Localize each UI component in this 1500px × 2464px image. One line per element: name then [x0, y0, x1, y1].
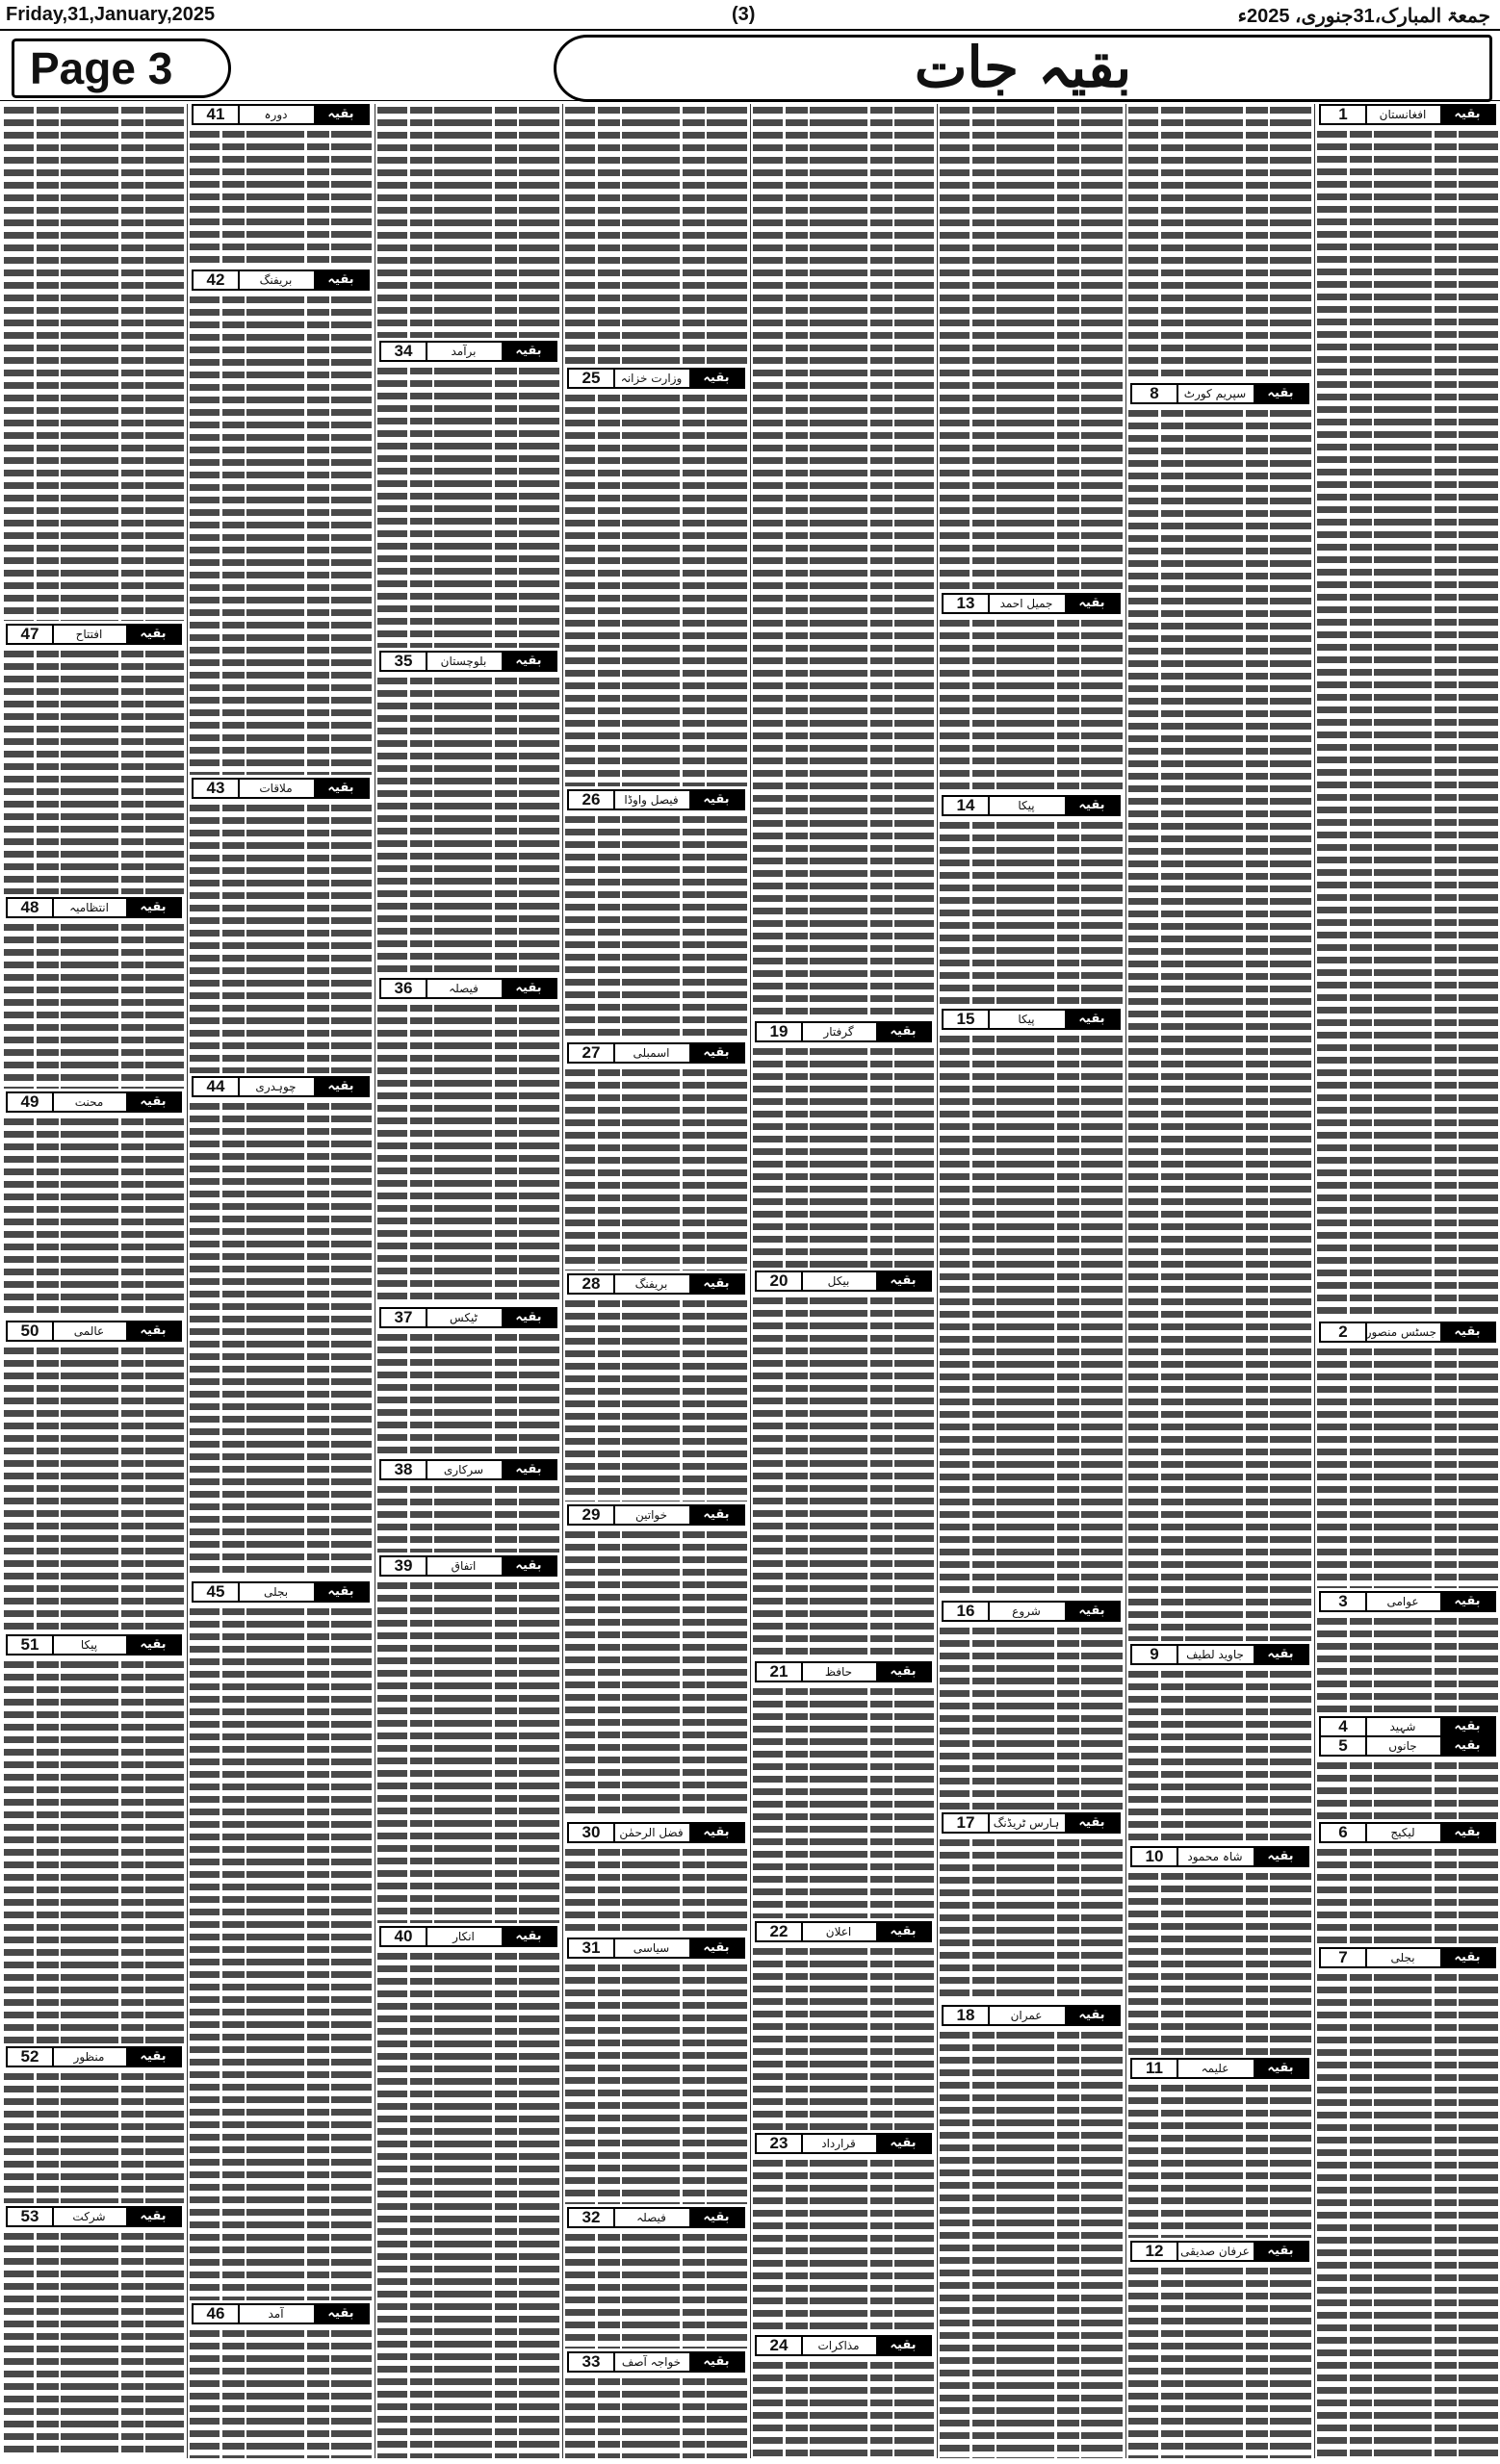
- continuation-tag: بقیہ: [689, 1044, 743, 1062]
- continuation-header: [567, 368, 745, 389]
- continuation-title: عمران: [1010, 2009, 1043, 2022]
- article-text-block: [565, 104, 747, 365]
- continuation-header: [6, 2206, 182, 2227]
- continuation-header: [1130, 383, 1309, 404]
- continuation-header: [192, 1581, 370, 1603]
- column-divider: [562, 104, 563, 2458]
- continuation-number: 39: [381, 1557, 427, 1575]
- continuation-header: [1319, 1322, 1496, 1343]
- continuation-tag: بقیہ: [314, 1583, 368, 1601]
- continuation-tag: بقیہ: [689, 1824, 743, 1841]
- continuation-number: 19: [757, 1023, 803, 1040]
- article-text-block: [565, 1066, 747, 1270]
- continuation-title: ٹیکس: [450, 1311, 478, 1324]
- continuation-title: ہارس ٹریڈنگ: [993, 1816, 1060, 1830]
- column-divider: [937, 104, 938, 2458]
- continuation-header: [379, 978, 557, 999]
- continuation-header: [6, 624, 182, 645]
- continuation-number: 4: [1321, 1718, 1367, 1735]
- article-text-block: [565, 2231, 747, 2348]
- continuation-number: 7: [1321, 1949, 1367, 1966]
- continuation-number: 40: [381, 1928, 427, 1945]
- continuation-title: شرکت: [72, 2210, 106, 2223]
- continuation-header: [6, 897, 182, 918]
- continuation-number: 15: [944, 1011, 990, 1028]
- continuation-tag: بقیہ: [689, 1939, 743, 1957]
- article-text-block: [1128, 2265, 1311, 2458]
- continuation-title: پیکا: [80, 1638, 98, 1652]
- continuation-title: خواتین: [634, 1508, 668, 1522]
- continuation-title: منظور: [73, 2050, 105, 2064]
- continuation-header: [755, 1661, 932, 1682]
- continuation-number: 9: [1132, 1646, 1178, 1663]
- article-text-block: [4, 921, 184, 1089]
- continuation-number: 36: [381, 980, 427, 997]
- article-text-block: [565, 1528, 747, 1819]
- continuation-number: 22: [757, 1923, 803, 1940]
- continuation-title: علیمہ: [1201, 2062, 1229, 2075]
- top-line: [0, 0, 1500, 33]
- continuation-title: جمیل احمد: [999, 597, 1053, 610]
- continuation-header: [567, 1504, 745, 1526]
- continuation-header: [1130, 2058, 1309, 2079]
- article-text-block: [190, 1100, 372, 1578]
- continuation-number: 28: [569, 1275, 615, 1293]
- article-text-block: [753, 1945, 934, 2130]
- continuation-tag: بقیہ: [1065, 797, 1119, 814]
- continuation-header: [1130, 1846, 1309, 1867]
- continuation-number: 3: [1321, 1593, 1367, 1610]
- continuation-header: [755, 2335, 932, 2356]
- continuation-header: [6, 2046, 182, 2067]
- article-text-block: [753, 2359, 934, 2458]
- article-text-block: [190, 2327, 372, 2458]
- continuation-number: 38: [381, 1461, 427, 1478]
- continuation-title: بریفنگ: [259, 273, 293, 287]
- article-text-block: [377, 365, 559, 648]
- continuation-number: 12: [1132, 2243, 1178, 2260]
- continuation-tag: بقیہ: [126, 2048, 180, 2066]
- continuation-title: سرکاری: [443, 1463, 484, 1476]
- continuation-title: خواجہ آصف: [621, 2355, 682, 2369]
- continuation-header: [755, 1270, 932, 1292]
- continuation-header: [942, 1601, 1121, 1622]
- continuation-title: شاہ محمود: [1187, 1850, 1243, 1863]
- continuation-number: 51: [8, 1636, 54, 1654]
- article-text-block: [1128, 2082, 1311, 2238]
- continuation-tag: بقیہ: [502, 1309, 556, 1326]
- column-divider: [187, 104, 188, 2458]
- continuation-number: 53: [8, 2208, 54, 2225]
- article-text-block: [190, 1605, 372, 2300]
- continuation-header: [1319, 1947, 1496, 1968]
- continuation-tag: بقیہ: [1065, 595, 1119, 612]
- article-text-block: [190, 802, 372, 1073]
- continuation-number: 13: [944, 595, 990, 612]
- continuation-title: فضل الرحمٰن: [619, 1826, 684, 1839]
- continuation-header: [942, 2005, 1121, 2026]
- continuation-number: 42: [194, 271, 240, 289]
- continuation-number: 21: [757, 1663, 803, 1681]
- continuation-number: 20: [757, 1272, 803, 1290]
- continuation-number: 37: [381, 1309, 427, 1326]
- continuation-title: اعلان: [825, 1925, 852, 1938]
- article-text-block: [190, 128, 372, 267]
- continuation-tag: بقیہ: [1065, 2007, 1119, 2024]
- continuation-title: بجلی: [1390, 1951, 1415, 1964]
- continuation-header: [567, 1042, 745, 1064]
- article-text-block: [1317, 1615, 1498, 1713]
- article-text-block: [4, 2070, 184, 2203]
- continuation-header: [192, 270, 370, 291]
- continuation-header: [6, 1634, 182, 1656]
- column-3: [940, 104, 1123, 2458]
- continuation-header: [379, 1307, 557, 1328]
- article-text-block: [753, 1685, 934, 1918]
- continuation-header: [942, 795, 1121, 816]
- continuation-title: فیصلہ: [636, 2211, 666, 2224]
- article-text-block: [190, 294, 372, 775]
- continuation-number: 29: [569, 1506, 615, 1524]
- continuation-tag: بقیہ: [1065, 1814, 1119, 1832]
- article-text-block: [940, 2029, 1123, 2458]
- article-text-block: [377, 1483, 559, 1553]
- continuation-title: اسمبلی: [633, 1046, 670, 1060]
- continuation-tag: بقیہ: [502, 1928, 556, 1945]
- continuation-title: ملاقات: [259, 782, 293, 795]
- continuation-title: دورہ: [264, 108, 288, 121]
- continuation-title: بیکل: [827, 1274, 850, 1288]
- continuation-tag: بقیہ: [1440, 1593, 1494, 1610]
- continuation-title: جانوں: [1388, 1739, 1417, 1753]
- continuation-header: [379, 651, 557, 672]
- article-text-block: [940, 1836, 1123, 2002]
- continuation-header: [1130, 2241, 1309, 2262]
- continuation-number: 50: [8, 1322, 54, 1340]
- article-text-block: [1128, 1668, 1311, 1843]
- continuation-number: 27: [569, 1044, 615, 1062]
- continuation-header: [379, 1459, 557, 1480]
- article-text-block: [753, 104, 934, 1018]
- continuation-tag: بقیہ: [876, 1663, 930, 1681]
- continuation-tag: بقیہ: [502, 1557, 556, 1575]
- article-text-block: [1317, 1846, 1498, 1944]
- continuation-tag: بقیہ: [1254, 2060, 1307, 2077]
- continuation-header: [567, 1822, 745, 1843]
- continuation-header: [567, 1273, 745, 1295]
- column-2: [1128, 104, 1311, 2458]
- continuation-number: 30: [569, 1824, 615, 1841]
- article-text-block: [4, 104, 184, 621]
- column-5: [565, 104, 747, 2458]
- article-text-block: [4, 2230, 184, 2458]
- continuation-header: [567, 2207, 745, 2228]
- continuation-number: 10: [1132, 1848, 1178, 1865]
- continuation-tag: بقیہ: [314, 271, 368, 289]
- continuation-number: 31: [569, 1939, 615, 1957]
- continuation-tag: بقیہ: [689, 370, 743, 387]
- article-text-block: [940, 104, 1123, 590]
- continuation-tag: بقیہ: [1065, 1011, 1119, 1028]
- continuation-header: [1319, 1591, 1496, 1612]
- continuation-title: بلوچستان: [440, 654, 487, 668]
- continuation-title: آمد: [268, 2307, 284, 2321]
- english-date: Friday,31,January,2025: [6, 4, 216, 25]
- article-text-block: [940, 1033, 1123, 1598]
- continuation-header: [755, 1021, 932, 1042]
- continuation-tag: بقیہ: [1440, 1824, 1494, 1841]
- continuation-number: 47: [8, 626, 54, 643]
- column-divider: [1125, 104, 1126, 2458]
- continuation-title: عالمی: [73, 1324, 105, 1338]
- continuation-tag: بقیہ: [502, 980, 556, 997]
- top-rule: [0, 29, 1500, 31]
- column-1: [1317, 104, 1498, 2458]
- continuation-number: 32: [569, 2209, 615, 2226]
- article-text-block: [1317, 1346, 1498, 1588]
- continuation-header: [192, 1076, 370, 1097]
- continuation-tag: بقیہ: [314, 2305, 368, 2323]
- continuation-number: 8: [1132, 385, 1178, 402]
- continuation-title: شہید: [1389, 1720, 1416, 1733]
- continuation-title: شروع: [1012, 1604, 1041, 1618]
- continuation-number: 26: [569, 791, 615, 808]
- continuation-tag: بقیہ: [876, 1923, 930, 1940]
- column-7: [190, 104, 372, 2458]
- continuation-number: 45: [194, 1583, 240, 1601]
- continuation-tag: بقیہ: [689, 1506, 743, 1524]
- continuation-header: [1319, 1822, 1496, 1843]
- article-text-block: [4, 1345, 184, 1631]
- continuation-number: 14: [944, 797, 990, 814]
- continuation-header: [942, 1812, 1121, 1834]
- continuation-title: پیکا: [1018, 1013, 1035, 1026]
- continuation-number: 23: [757, 2135, 803, 2152]
- section-masthead: بقیہ جات: [554, 35, 1492, 102]
- continuation-tag: بقیہ: [1440, 1323, 1494, 1341]
- continuation-header: [755, 1921, 932, 1942]
- continuation-number: 41: [194, 106, 240, 123]
- column-divider: [1314, 104, 1315, 2458]
- continuation-title: پیکا: [1018, 799, 1035, 812]
- continuation-tag: بقیہ: [126, 1093, 180, 1111]
- continuation-number: 43: [194, 780, 240, 797]
- article-text-block: [377, 1950, 559, 2458]
- continuation-title: گرفتار: [823, 1025, 854, 1039]
- continuation-number: 52: [8, 2048, 54, 2066]
- urdu-date: جمعۃ المبارک،31جنوری، 2025ء: [1237, 6, 1490, 27]
- continuation-header: [192, 778, 370, 799]
- article-text-block: [377, 1579, 559, 1923]
- continuation-tag: بقیہ: [314, 106, 368, 123]
- continuation-number: 5: [1321, 1737, 1367, 1755]
- article-text-block: [753, 1045, 934, 1268]
- continuation-title: محنت: [74, 1095, 104, 1109]
- article-text-block: [940, 617, 1123, 792]
- continuation-title: انکار: [453, 1930, 475, 1943]
- article-text-block: [377, 1002, 559, 1304]
- continuation-tag: بقیہ: [876, 2337, 930, 2354]
- column-8: [4, 104, 184, 2458]
- article-text-block: [940, 1625, 1123, 1810]
- article-text-block: [1317, 1971, 1498, 2458]
- continuation-header: [942, 593, 1121, 614]
- continuation-title: سپریم کورٹ: [1183, 387, 1247, 400]
- continuation-header: [942, 1009, 1121, 1030]
- continuation-header: [1130, 1644, 1309, 1665]
- column-4: [753, 104, 934, 2458]
- continuation-title: فیصل واوڈا: [624, 793, 679, 807]
- continuation-tag: بقیہ: [1254, 385, 1307, 402]
- continuation-number: 46: [194, 2305, 240, 2323]
- article-text-block: [1128, 1870, 1311, 2055]
- article-text-block: [377, 675, 559, 975]
- continuation-number: 44: [194, 1078, 240, 1095]
- continuation-tag: بقیہ: [502, 653, 556, 670]
- continuation-tag: بقیہ: [1440, 1949, 1494, 1966]
- continuation-title: لیکیج: [1390, 1826, 1415, 1839]
- continuation-title: افتتاح: [75, 628, 103, 641]
- continuation-title: جسٹس منصور: [1365, 1325, 1436, 1339]
- continuation-title: حافظ: [824, 1665, 853, 1679]
- continuation-title: فیصلہ: [449, 982, 478, 995]
- article-text-block: [565, 813, 747, 1040]
- continuation-tag: بقیہ: [502, 1461, 556, 1478]
- continuation-tag: بقیہ: [689, 791, 743, 808]
- article-text-block: [565, 1297, 747, 1502]
- continuation-number: 24: [757, 2337, 803, 2354]
- continuation-tag: بقیہ: [876, 1023, 930, 1040]
- continuation-title: برآمد: [451, 345, 477, 358]
- masthead-rule: [0, 100, 1500, 101]
- continuation-number: 25: [569, 370, 615, 387]
- article-text-block: [4, 1116, 184, 1318]
- continuation-header: [567, 1938, 745, 1959]
- continuation-number: 17: [944, 1814, 990, 1832]
- continuation-number: 16: [944, 1603, 990, 1620]
- article-text-block: [4, 648, 184, 894]
- article-text-block: [753, 1295, 934, 1658]
- continuation-tag: بقیہ: [689, 2353, 743, 2371]
- continuation-header: [6, 1091, 182, 1113]
- continuation-title: عرفان صدیقی: [1180, 2245, 1250, 2258]
- continuation-header: [379, 1926, 557, 1947]
- continuation-title: بریفنگ: [634, 1277, 668, 1291]
- article-text-block: [1128, 104, 1311, 380]
- continuation-number: 49: [8, 1093, 54, 1111]
- continuation-number: 34: [381, 343, 427, 360]
- continuation-header: [379, 341, 557, 362]
- continuation-number: 6: [1321, 1824, 1367, 1841]
- continuation-tag: بقیہ: [1254, 2243, 1307, 2260]
- continuation-tag: بقیہ: [314, 1078, 368, 1095]
- page-label: Page 3: [12, 38, 231, 98]
- continuation-number: 18: [944, 2007, 990, 2024]
- continuation-number: 1: [1321, 106, 1367, 123]
- continuation-title: وزارت خزانہ: [620, 372, 683, 385]
- continuation-header: [567, 2351, 745, 2373]
- continuation-title: عوامی: [1386, 1595, 1419, 1608]
- continuation-tag: بقیہ: [1254, 1646, 1307, 1663]
- continuation-tag: بقیہ: [1440, 106, 1494, 123]
- continuation-tag: بقیہ: [126, 626, 180, 643]
- continuation-number: 11: [1132, 2060, 1178, 2077]
- continuation-tag: بقیہ: [876, 1272, 930, 1290]
- continuation-title: انتظامیہ: [69, 901, 109, 914]
- continuation-header: [1319, 1735, 1496, 1757]
- continuation-header: [1319, 104, 1496, 125]
- continuation-title: بجلی: [263, 1585, 289, 1599]
- article-text-block: [377, 1331, 559, 1456]
- continuation-tag: بقیہ: [314, 780, 368, 797]
- article-text-block: [565, 392, 747, 786]
- page-number: (3): [732, 4, 756, 25]
- continuation-title: اتفاق: [451, 1559, 477, 1573]
- continuation-number: 2: [1321, 1323, 1367, 1341]
- continuation-title: افغانستان: [1379, 108, 1427, 121]
- article-text-block: [753, 2157, 934, 2332]
- continuation-tag: بقیہ: [1440, 1718, 1494, 1735]
- article-text-block: [377, 104, 559, 338]
- continuation-header: [755, 2133, 932, 2154]
- continuation-tag: بقیہ: [1254, 1848, 1307, 1865]
- continuation-title: جاوید لطیف: [1186, 1648, 1244, 1661]
- continuation-header: [1319, 1716, 1496, 1737]
- continuation-number: 33: [569, 2353, 615, 2371]
- continuation-tag: بقیہ: [502, 343, 556, 360]
- continuation-title: چوہدری: [255, 1080, 297, 1093]
- continuation-header: [192, 104, 370, 125]
- column-6: [377, 104, 559, 2458]
- continuation-header: [6, 1321, 182, 1342]
- continuation-header: [567, 789, 745, 810]
- continuation-title: قرارداد: [821, 2137, 856, 2150]
- continuation-title: سیاسی: [633, 1941, 670, 1955]
- continuation-tag: بقیہ: [689, 2209, 743, 2226]
- article-text-block: [1128, 407, 1311, 1641]
- article-text-block: [1317, 1759, 1498, 1819]
- continuation-tag: بقیہ: [126, 2208, 180, 2225]
- article-text-block: [4, 1658, 184, 2043]
- continuation-title: مذاکرات: [817, 2339, 860, 2352]
- continuation-number: 48: [8, 899, 54, 916]
- continuation-header: [379, 1555, 557, 1577]
- continuation-header: [192, 2303, 370, 2324]
- column-divider: [750, 104, 751, 2458]
- continuation-tag: بقیہ: [1440, 1737, 1494, 1755]
- continuation-tag: بقیہ: [126, 1322, 180, 1340]
- continuation-tag: بقیہ: [689, 1275, 743, 1293]
- continuation-tag: بقیہ: [126, 899, 180, 916]
- continuation-tag: بقیہ: [876, 2135, 930, 2152]
- continuation-number: 35: [381, 653, 427, 670]
- continuation-tag: بقیہ: [1065, 1603, 1119, 1620]
- article-text-block: [565, 1846, 747, 1935]
- article-text-block: [565, 2375, 747, 2458]
- article-text-block: [1317, 128, 1498, 1319]
- continuation-tag: بقیہ: [126, 1636, 180, 1654]
- article-text-block: [940, 819, 1123, 1006]
- article-text-block: [565, 1962, 747, 2204]
